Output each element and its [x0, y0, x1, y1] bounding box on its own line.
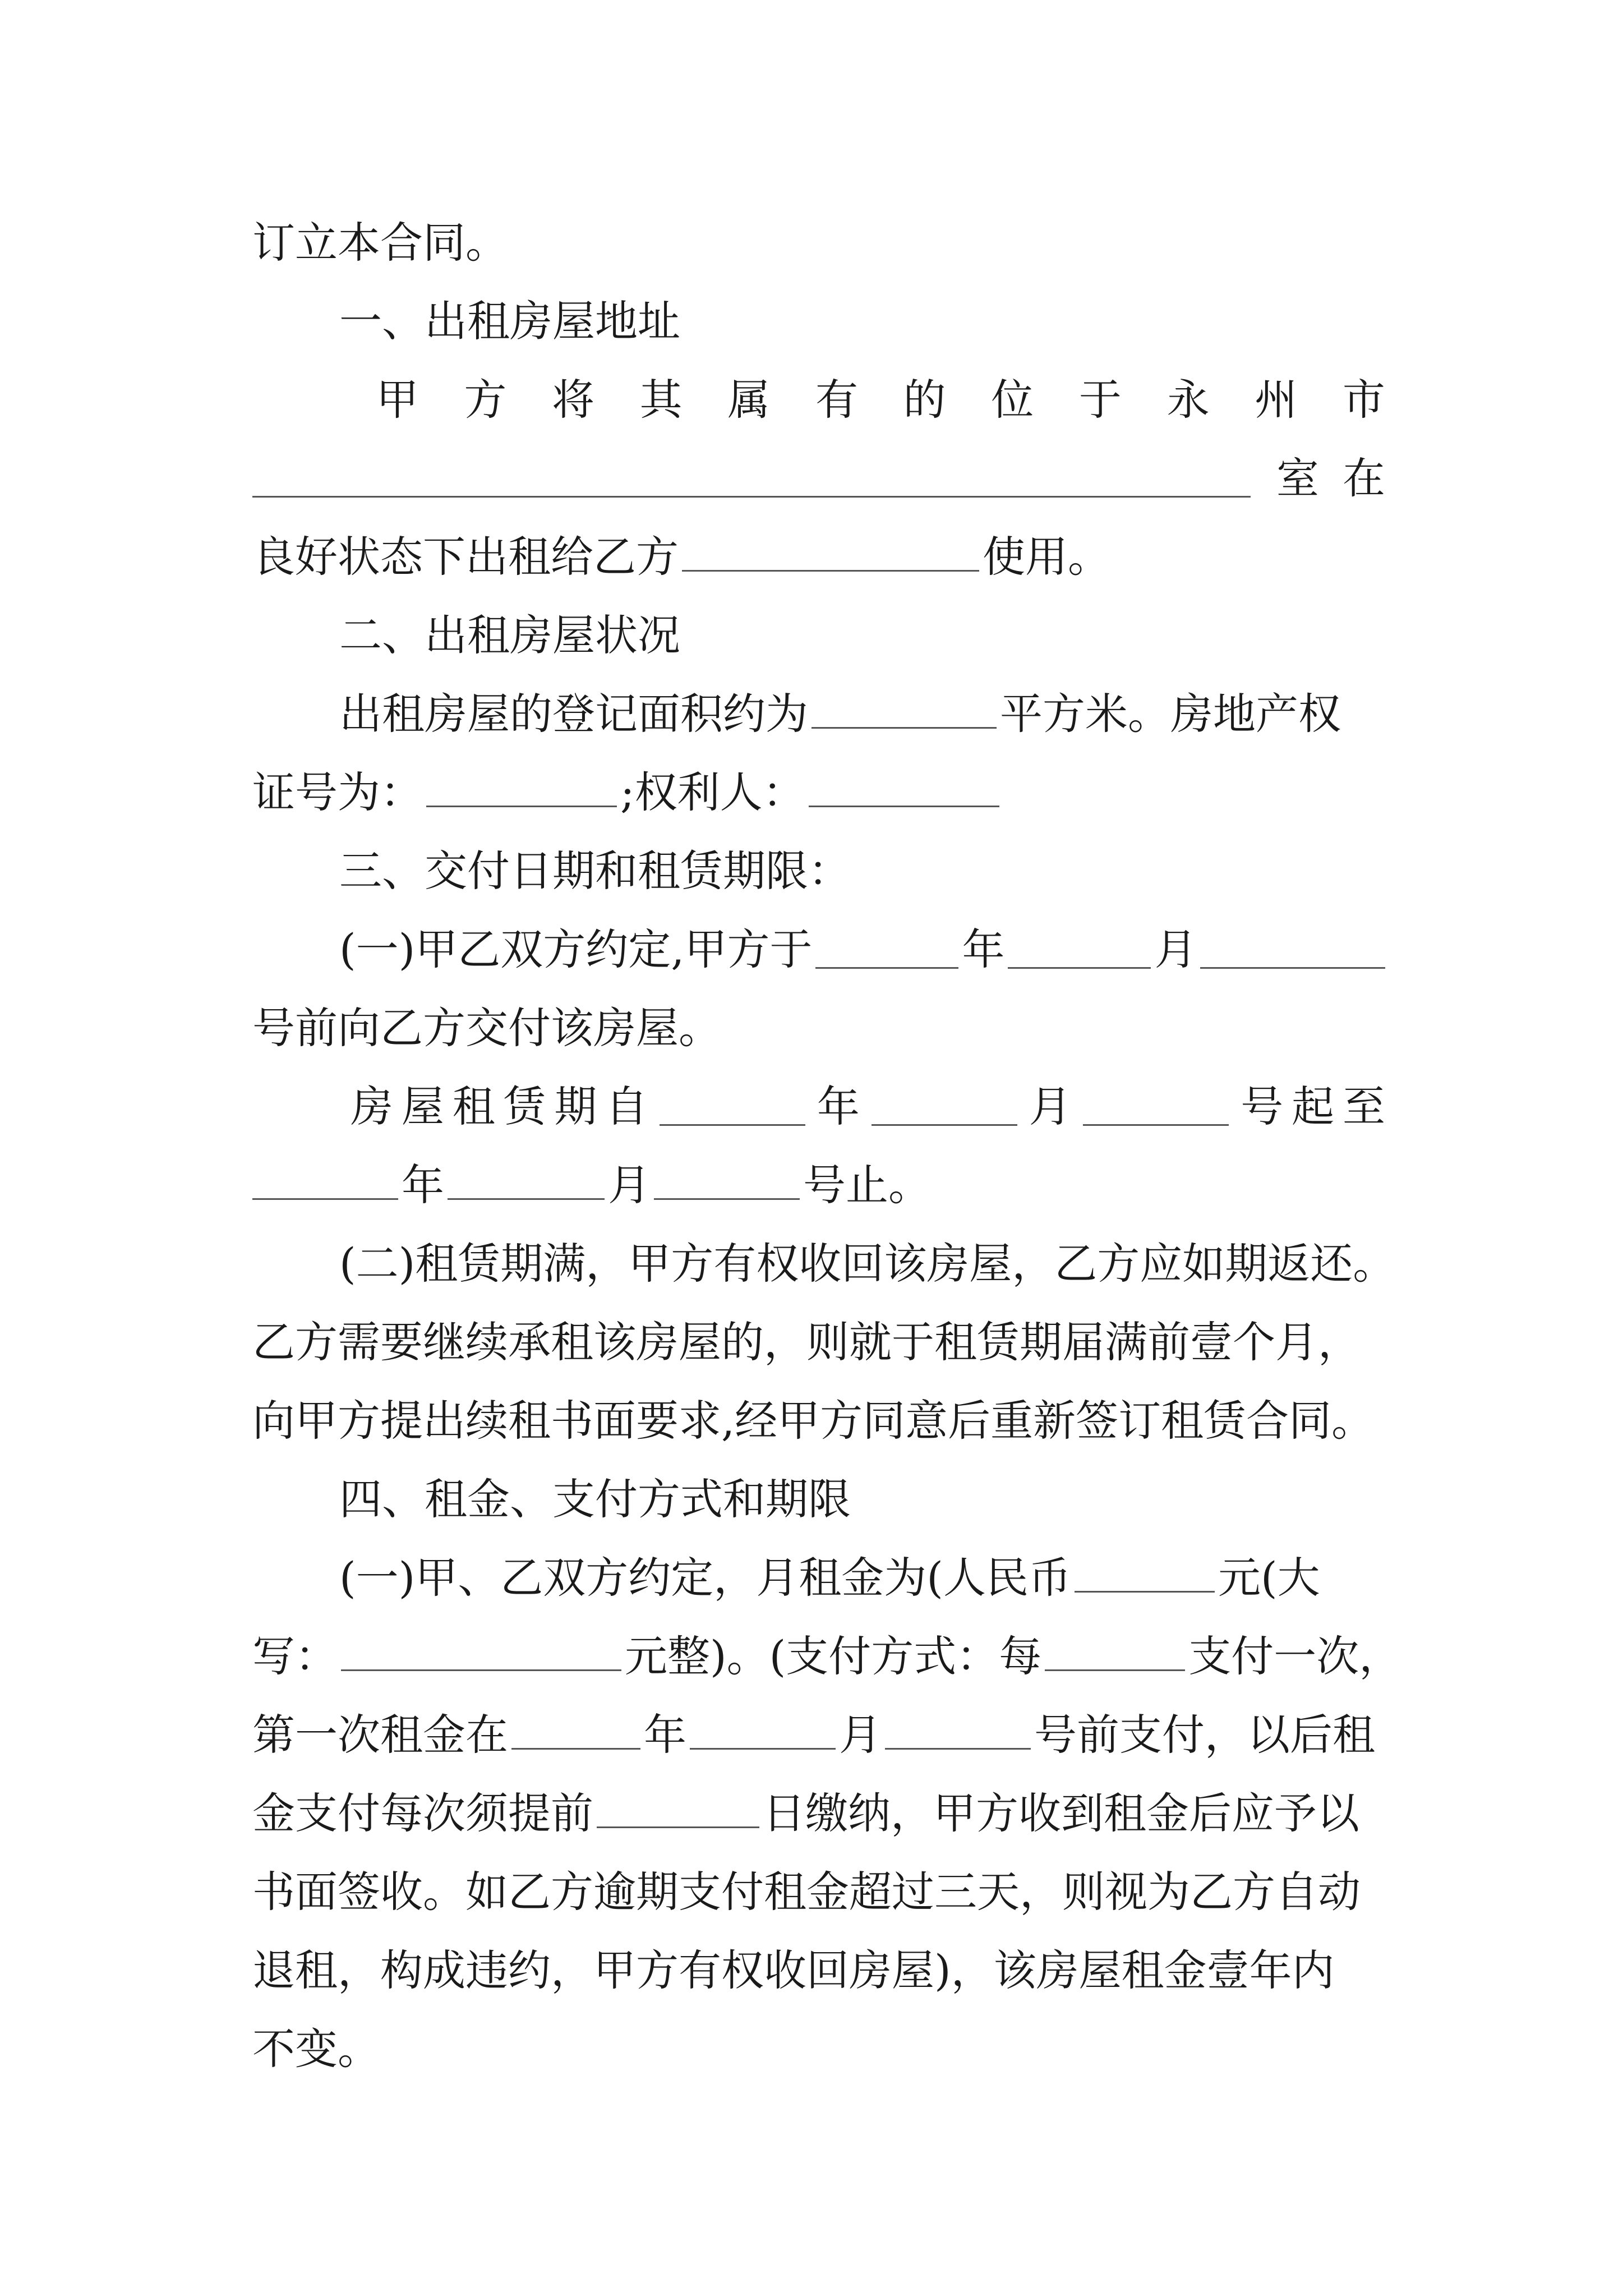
text-line: 书面签收。如乙方逾期支付租金超过三天，则视为乙方自动: [252, 1867, 1361, 1917]
certificate-line: 证号为： ;权利人：: [252, 759, 1003, 826]
section-heading-1: 一、出租房屋地址: [339, 296, 680, 346]
lease-term-line-2: 年 月 号止。: [252, 1152, 931, 1219]
payment-period-blank[interactable]: [1045, 1634, 1185, 1671]
address-blank[interactable]: [252, 460, 1251, 498]
lease-start-day-blank[interactable]: [1083, 1088, 1229, 1126]
address-blank-line: 室 在: [252, 445, 1385, 512]
delivery-line: (一)甲乙双方约定,甲方于 年 月: [339, 916, 1385, 983]
delivery-line-2: 号前向乙方交付该房屋。: [252, 1003, 721, 1053]
lease-start-year-blank[interactable]: [660, 1088, 805, 1126]
section-heading-4: 四、租金、支付方式和期限: [339, 1474, 851, 1524]
text-line: (二)租赁期满，甲方有权收回该房屋，乙方应如期返还。: [339, 1239, 1396, 1289]
section-heading-3: 三、交付日期和租赁期限：: [339, 846, 851, 896]
advance-days-blank[interactable]: [597, 1791, 759, 1828]
text-line: 退租，构成违约，甲方有权收回房屋)，该房屋租金壹年内: [252, 1945, 1335, 1995]
first-payment-year-blank[interactable]: [511, 1712, 640, 1750]
section-heading-2: 二、出租房屋状况: [339, 610, 680, 660]
first-payment-day-blank[interactable]: [885, 1712, 1031, 1750]
certificate-number-blank[interactable]: [426, 770, 617, 807]
area-line: 出租房屋的登记面积约为 平方米。房地产权: [339, 689, 1341, 739]
tenant-blank[interactable]: [682, 534, 979, 572]
lease-end-month-blank[interactable]: [448, 1162, 605, 1200]
text-line: 不变。: [252, 2024, 380, 2074]
lease-term-line: 房 屋 租 赁 期 自 年 月 号 起 至: [351, 1082, 1385, 1131]
address-line: 甲 方 将 其 属 有 的 位 于 永 州 市: [376, 375, 1385, 425]
use-line: 良好状态下出租给乙方 使用。: [252, 532, 1110, 582]
area-blank[interactable]: [811, 691, 997, 729]
rent-amount-blank[interactable]: [1075, 1555, 1215, 1593]
first-payment-month-blank[interactable]: [690, 1712, 836, 1750]
delivery-year-blank[interactable]: [815, 931, 958, 969]
rent-line: (一)甲、乙双方约定，月租金为(人民币 元(大: [339, 1553, 1320, 1603]
text-line: 向甲方提出续租书面要求,经甲方同意后重新签订租赁合同。: [252, 1396, 1375, 1446]
rent-capital-blank[interactable]: [341, 1634, 621, 1671]
first-payment-line: 第一次租金在 年 月 号前支付，以后租: [252, 1710, 1375, 1760]
rent-line-2: 写： 元整)。(支付方式：每 支付一次，: [252, 1631, 1402, 1681]
delivery-day-blank[interactable]: [1200, 931, 1385, 969]
lease-end-year-blank[interactable]: [252, 1162, 398, 1200]
text-line: 乙方需要继续承租该房屋的，则就于租赁期届满前壹个月，: [252, 1317, 1361, 1367]
text-line: 订立本合同。: [252, 218, 508, 268]
lease-end-day-blank[interactable]: [654, 1162, 800, 1200]
delivery-month-blank[interactable]: [1008, 931, 1151, 969]
lease-start-month-blank[interactable]: [872, 1088, 1017, 1126]
advance-payment-line: 金支付每次须提前 日缴纳，甲方收到租金后应予以: [252, 1788, 1359, 1838]
owner-blank[interactable]: [809, 770, 999, 807]
